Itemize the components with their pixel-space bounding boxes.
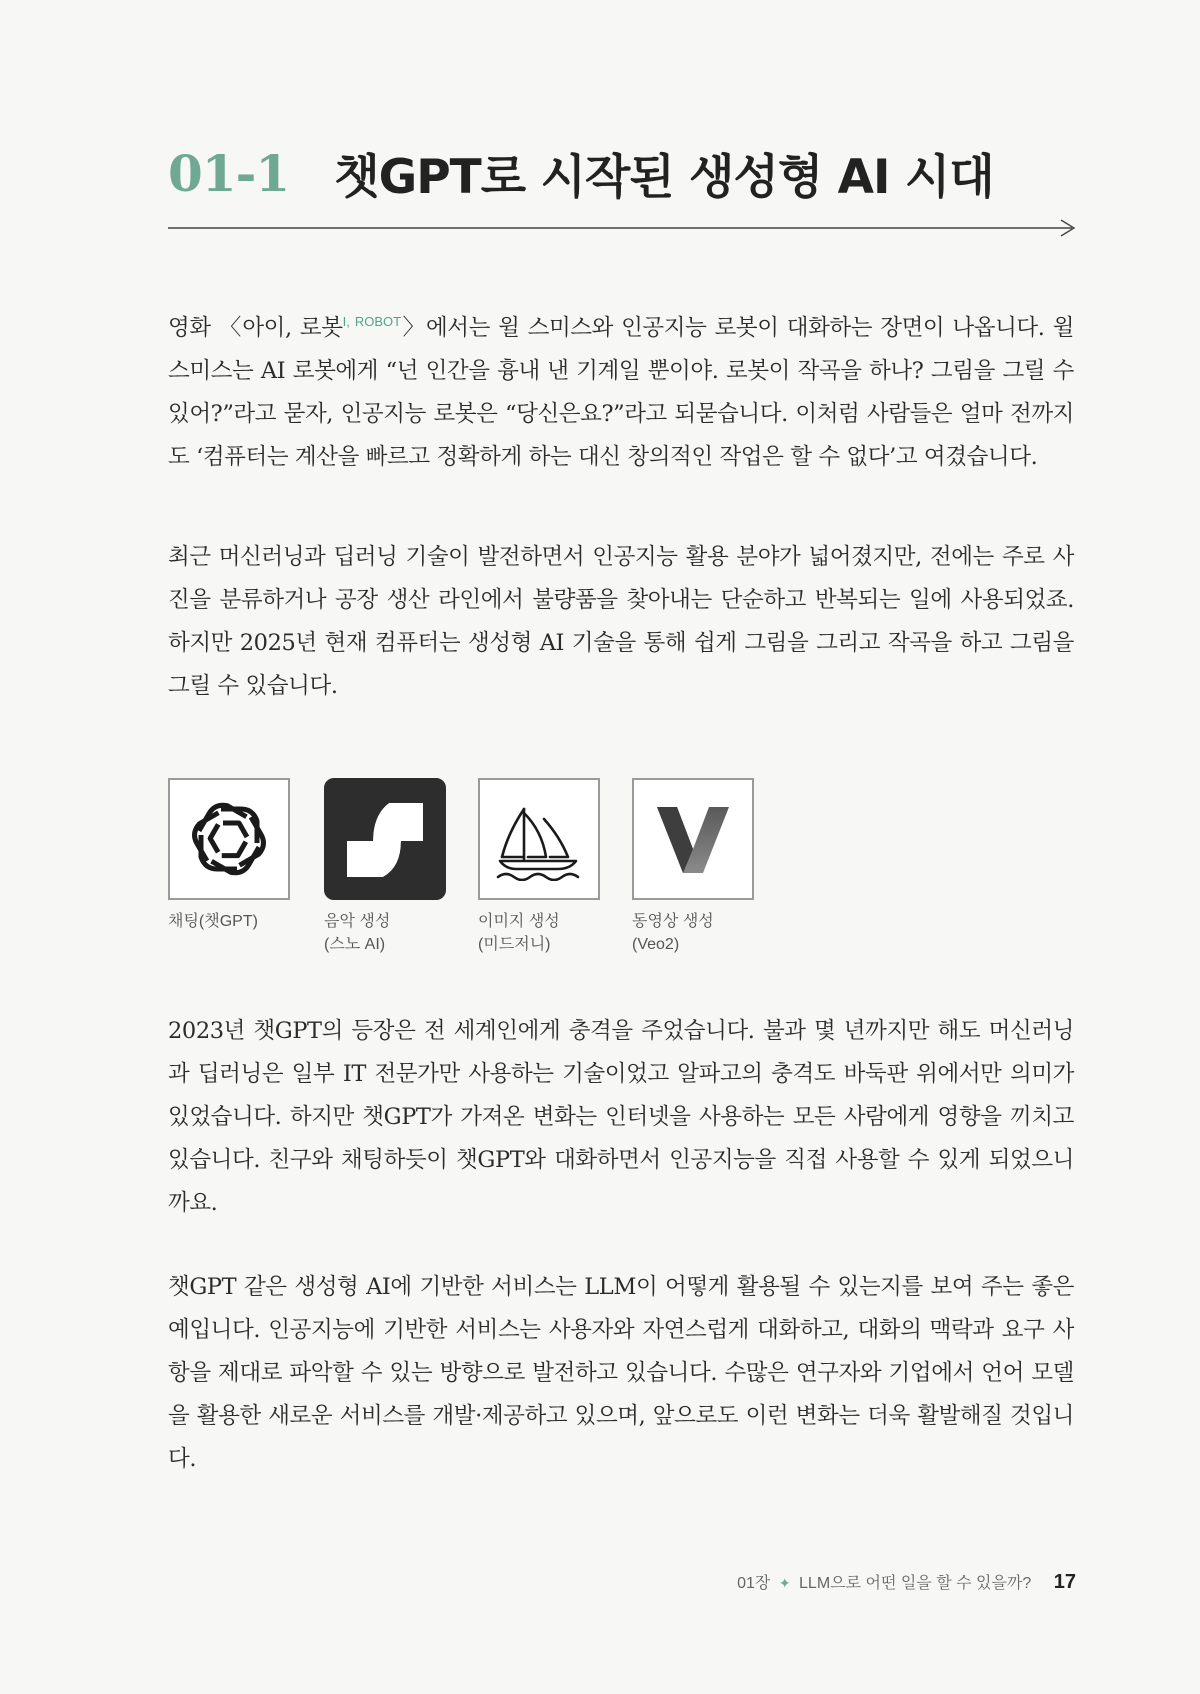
logo-card-suno	[324, 778, 446, 956]
suno-logo-icon	[324, 778, 446, 900]
paragraph-3: 2023년 챗GPT의 등장은 전 세계인에게 충격을 주었습니다. 불과 몇 년까지만 해도 머신러닝과 딥러닝은 일부 IT 전문가만 사용하는 기술이었고 알파고의 충격도 바둑판 위에서만 의미가 있었습니다. 하지만 챗GPT가 가져온 변화는 인터넷을 사용하는 모든 사람에게 영향을 끼치고 있습니다. 친구와 채팅하듯이 챗GPT와 대화하면서 인공지능을 직접 사용할 수 있게 되었으니까요.	[168, 1018, 1074, 1216]
section-heading	[168, 140, 994, 220]
paragraph-1	[168, 300, 1074, 479]
paragraph-1-text-b: 〉에서는 윌 스미스와 인공지능 로봇이 대화하는 장면이 나옵니다. 윌 스미스는 AI 로봇에게 “넌 인간을 흉내 낸 기계일 뿐이야. 로봇이 작곡을 하나? 그림을 그릴 수 있어?”라고 묻자, 인공지능 로봇은 “당신은요?”라고 되묻습니다. 이처럼 사람들은 얼마 전까지도 ‘컴퓨터는 계산을 빠르고 정확하게 하는 대신 창의적인 작업은 할 수 없다’고 여겼습니다.	[168, 315, 1074, 470]
logo-card-chatgpt	[168, 778, 290, 933]
logo-caption-line1: 이미지 생성	[478, 913, 560, 930]
paragraph-1-text-a: 영화 〈아이, 로봇	[168, 315, 343, 341]
midjourney-logo-icon	[478, 778, 600, 900]
heading-arrow-rule	[168, 218, 1078, 238]
logo-caption	[324, 910, 446, 956]
footer-chapter: 01장	[737, 1575, 771, 1592]
footer-chapter-title: LLM으로 어떤 일을 할 수 있을까?	[799, 1575, 1032, 1592]
page-footer	[737, 1570, 1076, 1594]
original-title-superscript: I, ROBOT	[342, 314, 402, 329]
logo-caption-line2: (스노 AI)	[324, 936, 386, 953]
paragraph-2: 최근 머신러닝과 딥러닝 기술이 발전하면서 인공지능 활용 분야가 넓어졌지만, 전에는 주로 사진을 분류하거나 공장 생산 라인에서 불량품을 찾아내는 단순하고 반복되는 일에 사용되었죠. 하지만 2025년 현재 컴퓨터는 생성형 AI 기술을 통해 쉽게 그림을 그리고 작곡을 하고 그림을 그릴 수 있습니다.	[168, 544, 1074, 699]
logo-caption-line1: 음악 생성	[324, 913, 391, 930]
logo-caption	[632, 910, 754, 956]
logo-caption-line1: 동영상 생성	[632, 913, 714, 930]
logo-caption	[478, 910, 600, 956]
logo-caption-line2: (미드저니)	[478, 936, 551, 953]
logo-card-midjourney	[478, 778, 600, 956]
section-number: 01-1	[168, 144, 290, 203]
logo-caption-line1: 채팅(챗GPT)	[168, 913, 258, 930]
section-title: 챗GPT로 시작된 생성형 AI 시대	[334, 150, 994, 205]
paragraph-4: 챗GPT 같은 생성형 AI에 기반한 서비스는 LLM이 어떻게 활용될 수 있는지를 보여 주는 좋은 예입니다. 인공지능에 기반한 서비스는 사용자와 자연스럽게 대화하고, 대화의 맥락과 요구 사항을 제대로 파악할 수 있는 방향으로 발전하고 있습니다. 수많은 연구자와 기업에서 언어 모델을 활용한 새로운 서비스를 개발·제공하고 있으며, 앞으로도 이런 변화는 더욱 활발해질 것입니다.	[168, 1274, 1074, 1472]
logo-card-veo	[632, 778, 754, 956]
page-number: 17	[1053, 1571, 1076, 1593]
logo-caption	[168, 910, 290, 933]
openai-logo-icon	[168, 778, 290, 900]
logo-caption-line2: (Veo2)	[632, 936, 680, 953]
ai-service-logos	[168, 778, 868, 958]
veo-logo-icon	[632, 778, 754, 900]
footer-separator-icon: ✦	[778, 1575, 791, 1591]
